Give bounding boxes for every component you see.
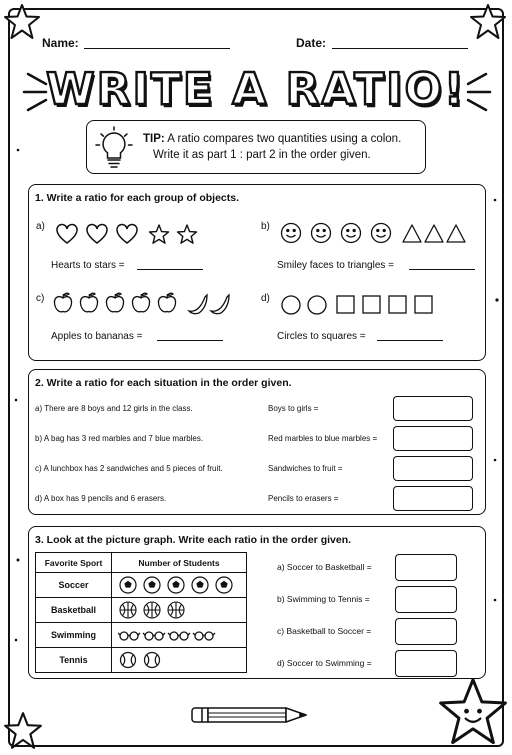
ratio-prompt: Red marbles to blue marbles = xyxy=(268,434,378,443)
apple-icon xyxy=(106,293,123,312)
answer-box[interactable] xyxy=(393,396,473,421)
lightbulb-icon xyxy=(95,125,133,169)
apple-icon xyxy=(158,293,175,312)
section-3-heading: 3. Look at the picture graph. Write each ratio in the order given. xyxy=(35,534,352,546)
goggles-icon xyxy=(118,632,140,640)
goggles-icon xyxy=(143,632,165,640)
ratio-prompt: Boys to girls = xyxy=(268,404,319,413)
tennis-ball-icon xyxy=(145,653,160,668)
apple-icon xyxy=(132,293,149,312)
triangle-icon xyxy=(447,225,465,242)
circle-icon xyxy=(282,296,300,314)
group-c-picture xyxy=(53,291,233,317)
basketball-row xyxy=(118,600,243,620)
group-b-picture xyxy=(279,221,479,247)
tennis-ball-icon xyxy=(121,653,136,668)
picture-graph xyxy=(35,552,247,673)
banana-icon xyxy=(189,295,207,314)
item-letter: b) xyxy=(261,221,270,232)
name-field[interactable] xyxy=(84,48,230,49)
apple-icon xyxy=(80,293,97,312)
smiley-face-icon xyxy=(372,224,391,243)
answer-box[interactable] xyxy=(393,456,473,481)
square-icon xyxy=(363,296,380,313)
answer-box[interactable] xyxy=(395,554,457,581)
section-3 xyxy=(28,526,486,679)
heart-icon xyxy=(117,224,137,243)
soccer-ball-icon xyxy=(144,577,160,593)
name-label: Name: xyxy=(42,36,79,50)
answer-box[interactable] xyxy=(395,650,457,677)
situation-text: c) A lunchbox has 2 sandwiches and 5 pieces of fruit. xyxy=(35,464,223,473)
soccer-ball-icon xyxy=(192,577,208,593)
square-icon xyxy=(337,296,354,313)
item-prompt: Apples to bananas = xyxy=(51,331,143,342)
square-icon xyxy=(415,296,432,313)
tip-line-1: A ratio compares two quantities using a colon. xyxy=(167,133,402,145)
page-title: WRITE A RATIO! xyxy=(46,64,466,115)
smiley-face-icon xyxy=(312,224,331,243)
star-icon xyxy=(178,225,197,243)
soccer-ball-icon xyxy=(120,577,136,593)
answer-line-a[interactable] xyxy=(137,269,203,270)
item-prompt: Smiley faces to triangles = xyxy=(277,260,394,271)
goggles-icon xyxy=(168,632,190,640)
sparkle-lines-icon xyxy=(466,70,494,114)
graph-sport-label: Tennis xyxy=(36,648,112,673)
situation-text: a) There are 8 boys and 12 girls in the class. xyxy=(35,404,193,413)
item-prompt: Circles to squares = xyxy=(277,331,366,342)
answer-box[interactable] xyxy=(395,618,457,645)
soccer-row xyxy=(118,575,243,595)
answer-box[interactable] xyxy=(393,486,473,511)
date-field[interactable] xyxy=(332,48,468,49)
circle-icon xyxy=(308,296,326,314)
item-letter: a) xyxy=(36,221,45,232)
graph-sport-label: Swimming xyxy=(36,623,112,648)
goggles-icon xyxy=(193,632,215,640)
answer-box[interactable] xyxy=(395,586,457,613)
ratio-prompt: Pencils to erasers = xyxy=(268,494,339,503)
tennis-row xyxy=(118,650,243,670)
heart-icon xyxy=(87,224,107,243)
section-1 xyxy=(28,184,486,361)
star-icon xyxy=(150,225,169,243)
basketball-icon xyxy=(168,602,184,618)
graph-question: a) Soccer to Basketball = xyxy=(277,562,372,572)
tip-line-2: Write it as part 1 : part 2 in the order given. xyxy=(153,149,371,161)
group-a-picture xyxy=(55,221,205,247)
basketball-icon xyxy=(120,602,136,618)
graph-question: b) Swimming to Tennis = xyxy=(277,594,370,604)
situation-text: b) A bag has 3 red marbles and 7 blue marbles. xyxy=(35,434,204,443)
tip-text xyxy=(143,131,401,163)
tip-label: TIP: xyxy=(143,133,165,145)
basketball-icon xyxy=(144,602,160,618)
triangle-icon xyxy=(403,225,421,242)
answer-line-d[interactable] xyxy=(377,340,443,341)
triangle-icon xyxy=(425,225,443,242)
swimming-row xyxy=(118,625,243,645)
answer-line-b[interactable] xyxy=(409,269,475,270)
ratio-prompt: Sandwiches to fruit = xyxy=(268,464,343,473)
item-prompt: Hearts to stars = xyxy=(51,260,125,271)
graph-header-sport: Favorite Sport xyxy=(36,553,112,573)
date-label: Date: xyxy=(296,36,327,50)
soccer-ball-icon xyxy=(216,577,232,593)
graph-sport-label: Basketball xyxy=(36,598,112,623)
smiley-face-icon xyxy=(342,224,361,243)
corner-star-icon xyxy=(2,710,44,752)
section-2 xyxy=(28,369,486,515)
item-letter: d) xyxy=(261,293,270,304)
section-2-heading: 2. Write a ratio for each situation in the order given. xyxy=(35,377,292,389)
pencil-icon xyxy=(190,704,310,726)
sparkle-lines-icon xyxy=(20,70,48,114)
smiley-face-icon xyxy=(282,224,301,243)
corner-star-icon xyxy=(468,2,508,42)
answer-line-c[interactable] xyxy=(157,340,223,341)
soccer-ball-icon xyxy=(168,577,184,593)
apple-icon xyxy=(54,293,71,312)
corner-star-icon xyxy=(2,2,42,42)
graph-sport-label: Soccer xyxy=(36,573,112,598)
graph-question: d) Soccer to Swimming = xyxy=(277,658,372,668)
answer-box[interactable] xyxy=(393,426,473,451)
heart-icon xyxy=(57,224,77,243)
square-icon xyxy=(389,296,406,313)
banana-icon xyxy=(211,295,229,314)
graph-question: c) Basketball to Soccer = xyxy=(277,626,372,636)
group-d-picture xyxy=(279,293,449,317)
smiling-star-icon xyxy=(436,676,510,750)
item-letter: c) xyxy=(36,293,45,304)
section-1-heading: 1. Write a ratio for each group of objects. xyxy=(35,192,240,204)
tip-box xyxy=(86,120,426,174)
situation-text: d) A box has 9 pencils and 6 erasers. xyxy=(35,494,167,503)
graph-header-count: Number of Students xyxy=(112,553,247,573)
